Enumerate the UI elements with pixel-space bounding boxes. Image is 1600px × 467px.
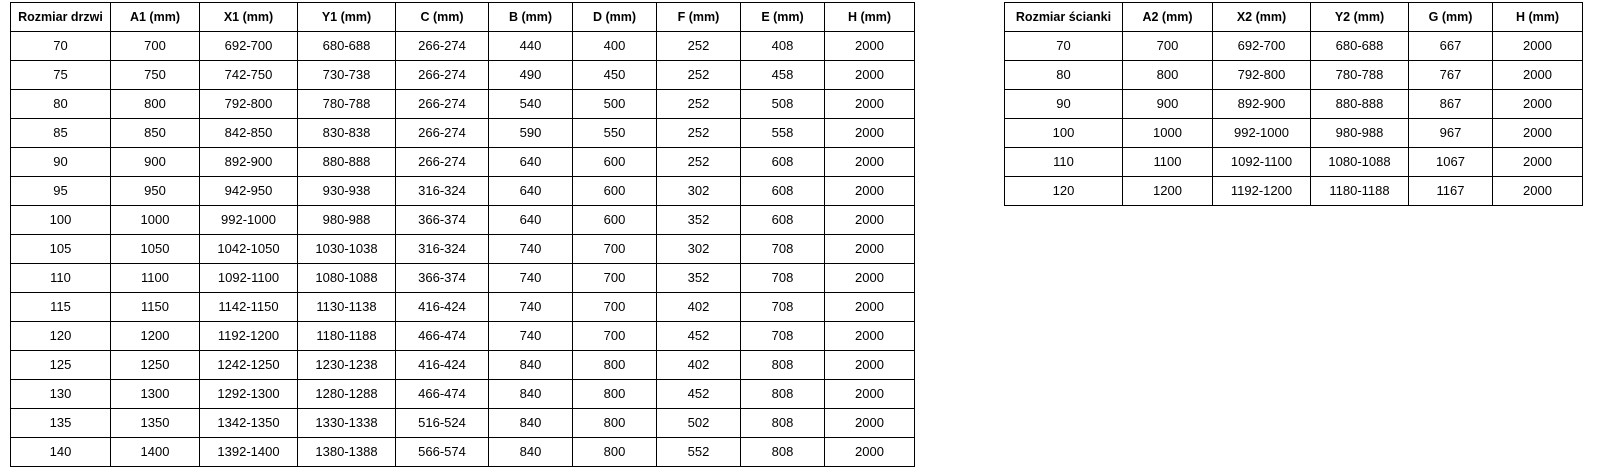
table-row [1005, 61, 1583, 90]
table-cell: 1192-1200 [200, 322, 298, 351]
walls-dimensions-table-container [1004, 2, 1583, 206]
table-cell: 1200 [1123, 177, 1213, 206]
table-row [11, 119, 915, 148]
table-cell: 840 [489, 409, 573, 438]
table-cell: 740 [489, 235, 573, 264]
table-cell: 80 [1005, 61, 1123, 90]
table-cell: 708 [741, 322, 825, 351]
table-cell: 266-274 [396, 90, 489, 119]
table-cell: 767 [1409, 61, 1493, 90]
table-cell: 808 [741, 409, 825, 438]
table-cell: 740 [489, 322, 573, 351]
table-cell: 708 [741, 293, 825, 322]
table-cell: 508 [741, 90, 825, 119]
table-cell: 2000 [825, 32, 915, 61]
table-cell: 2000 [825, 177, 915, 206]
table-cell: 120 [1005, 177, 1123, 206]
column-header-doors-0: Rozmiar drzwi [11, 3, 111, 32]
walls-dimensions-table [1004, 2, 1583, 206]
table-cell: 2000 [1493, 90, 1583, 119]
table-cell: 252 [657, 119, 741, 148]
table-cell: 867 [1409, 90, 1493, 119]
table-cell: 1000 [111, 206, 200, 235]
table-cell: 1080-1088 [1311, 148, 1409, 177]
table-cell: 352 [657, 264, 741, 293]
table-cell: 2000 [825, 119, 915, 148]
table-cell: 110 [1005, 148, 1123, 177]
table-row [11, 235, 915, 264]
table-cell: 892-900 [200, 148, 298, 177]
column-header-walls-2: X2 (mm) [1213, 3, 1311, 32]
table-cell: 830-838 [298, 119, 396, 148]
table-cell: 1192-1200 [1213, 177, 1311, 206]
table-cell: 800 [573, 438, 657, 467]
doors-dimensions-table-container [10, 2, 915, 467]
table-cell: 992-1000 [200, 206, 298, 235]
table-cell: 366-374 [396, 206, 489, 235]
table-cell: 466-474 [396, 380, 489, 409]
table-cell: 2000 [825, 409, 915, 438]
table-cell: 105 [11, 235, 111, 264]
table-cell: 558 [741, 119, 825, 148]
table-row [11, 264, 915, 293]
table-cell: 252 [657, 61, 741, 90]
table-cell: 800 [111, 90, 200, 119]
table-cell: 130 [11, 380, 111, 409]
table-row [11, 32, 915, 61]
table-cell: 266-274 [396, 119, 489, 148]
table-cell: 2000 [825, 61, 915, 90]
table-cell: 1380-1388 [298, 438, 396, 467]
table-cell: 1200 [111, 322, 200, 351]
doors-table-head [11, 3, 915, 32]
column-header-doors-3: Y1 (mm) [298, 3, 396, 32]
column-header-doors-5: B (mm) [489, 3, 573, 32]
table-cell: 1392-1400 [200, 438, 298, 467]
table-cell: 608 [741, 177, 825, 206]
table-cell: 302 [657, 177, 741, 206]
table-cell: 700 [1123, 32, 1213, 61]
table-cell: 490 [489, 61, 573, 90]
column-header-doors-2: X1 (mm) [200, 3, 298, 32]
table-cell: 2000 [1493, 177, 1583, 206]
table-cell: 1180-1188 [298, 322, 396, 351]
table-cell: 1142-1150 [200, 293, 298, 322]
table-cell: 90 [11, 148, 111, 177]
table-cell: 1100 [111, 264, 200, 293]
table-cell: 452 [657, 380, 741, 409]
table-cell: 740 [489, 264, 573, 293]
table-cell: 1050 [111, 235, 200, 264]
table-cell: 2000 [825, 148, 915, 177]
walls-table-body [1005, 32, 1583, 206]
table-cell: 792-800 [1213, 61, 1311, 90]
table-cell: 840 [489, 351, 573, 380]
table-row [11, 206, 915, 235]
table-cell: 2000 [825, 438, 915, 467]
table-cell: 100 [1005, 119, 1123, 148]
table-cell: 90 [1005, 90, 1123, 119]
table-cell: 667 [1409, 32, 1493, 61]
table-cell: 700 [573, 293, 657, 322]
table-cell: 402 [657, 351, 741, 380]
table-cell: 808 [741, 380, 825, 409]
table-cell: 950 [111, 177, 200, 206]
column-header-walls-5: H (mm) [1493, 3, 1583, 32]
table-cell: 1280-1288 [298, 380, 396, 409]
table-cell: 1342-1350 [200, 409, 298, 438]
table-cell: 1042-1050 [200, 235, 298, 264]
table-cell: 800 [1123, 61, 1213, 90]
table-cell: 266-274 [396, 61, 489, 90]
table-cell: 2000 [1493, 148, 1583, 177]
table-cell: 980-988 [1311, 119, 1409, 148]
table-cell: 452 [657, 322, 741, 351]
table-cell: 500 [573, 90, 657, 119]
table-cell: 850 [111, 119, 200, 148]
table-cell: 808 [741, 438, 825, 467]
table-cell: 140 [11, 438, 111, 467]
table-cell: 1067 [1409, 148, 1493, 177]
table-cell: 100 [11, 206, 111, 235]
table-cell: 2000 [825, 293, 915, 322]
column-header-walls-0: Rozmiar ścianki [1005, 3, 1123, 32]
table-cell: 708 [741, 235, 825, 264]
table-cell: 700 [573, 235, 657, 264]
table-cell: 800 [573, 351, 657, 380]
table-cell: 450 [573, 61, 657, 90]
table-cell: 120 [11, 322, 111, 351]
table-cell: 942-950 [200, 177, 298, 206]
doors-table-body [11, 32, 915, 467]
table-row [11, 380, 915, 409]
table-cell: 700 [573, 264, 657, 293]
table-cell: 252 [657, 148, 741, 177]
table-cell: 900 [1123, 90, 1213, 119]
table-cell: 640 [489, 177, 573, 206]
column-header-doors-7: F (mm) [657, 3, 741, 32]
table-cell: 2000 [1493, 32, 1583, 61]
table-cell: 2000 [825, 206, 915, 235]
table-header-row [11, 3, 915, 32]
table-cell: 2000 [825, 264, 915, 293]
table-cell: 408 [741, 32, 825, 61]
table-cell: 115 [11, 293, 111, 322]
table-cell: 730-738 [298, 61, 396, 90]
table-cell: 502 [657, 409, 741, 438]
table-cell: 900 [111, 148, 200, 177]
table-cell: 1292-1300 [200, 380, 298, 409]
table-cell: 1400 [111, 438, 200, 467]
table-row [1005, 148, 1583, 177]
table-cell: 640 [489, 148, 573, 177]
table-cell: 892-900 [1213, 90, 1311, 119]
table-cell: 750 [111, 61, 200, 90]
table-row [11, 351, 915, 380]
table-cell: 1092-1100 [200, 264, 298, 293]
table-cell: 125 [11, 351, 111, 380]
table-cell: 780-788 [298, 90, 396, 119]
table-cell: 566-574 [396, 438, 489, 467]
table-cell: 780-788 [1311, 61, 1409, 90]
table-cell: 692-700 [1213, 32, 1311, 61]
table-cell: 2000 [825, 322, 915, 351]
doors-dimensions-table [10, 2, 915, 467]
table-cell: 1030-1038 [298, 235, 396, 264]
table-cell: 1167 [1409, 177, 1493, 206]
table-cell: 402 [657, 293, 741, 322]
table-cell: 800 [573, 380, 657, 409]
table-cell: 1080-1088 [298, 264, 396, 293]
table-cell: 740 [489, 293, 573, 322]
table-cell: 440 [489, 32, 573, 61]
table-cell: 2000 [825, 235, 915, 264]
column-header-walls-1: A2 (mm) [1123, 3, 1213, 32]
table-cell: 1300 [111, 380, 200, 409]
table-header-row [1005, 3, 1583, 32]
table-cell: 692-700 [200, 32, 298, 61]
table-cell: 680-688 [1311, 32, 1409, 61]
table-row [1005, 90, 1583, 119]
table-cell: 85 [11, 119, 111, 148]
table-cell: 266-274 [396, 148, 489, 177]
table-cell: 252 [657, 90, 741, 119]
table-row [1005, 119, 1583, 148]
table-row [11, 177, 915, 206]
table-cell: 700 [573, 322, 657, 351]
table-cell: 2000 [825, 90, 915, 119]
table-cell: 680-688 [298, 32, 396, 61]
table-cell: 366-374 [396, 264, 489, 293]
table-cell: 980-988 [298, 206, 396, 235]
table-cell: 800 [573, 409, 657, 438]
table-cell: 2000 [1493, 119, 1583, 148]
table-cell: 600 [573, 177, 657, 206]
column-header-doors-6: D (mm) [573, 3, 657, 32]
table-cell: 2000 [825, 351, 915, 380]
table-cell: 608 [741, 206, 825, 235]
table-cell: 600 [573, 206, 657, 235]
table-cell: 266-274 [396, 32, 489, 61]
table-row [11, 90, 915, 119]
table-row [11, 322, 915, 351]
table-cell: 840 [489, 438, 573, 467]
table-cell: 708 [741, 264, 825, 293]
table-cell: 640 [489, 206, 573, 235]
column-header-doors-1: A1 (mm) [111, 3, 200, 32]
table-row [11, 409, 915, 438]
table-cell: 1130-1138 [298, 293, 396, 322]
table-cell: 516-524 [396, 409, 489, 438]
table-cell: 1180-1188 [1311, 177, 1409, 206]
table-cell: 608 [741, 148, 825, 177]
column-header-doors-4: C (mm) [396, 3, 489, 32]
table-cell: 466-474 [396, 322, 489, 351]
column-header-doors-8: E (mm) [741, 3, 825, 32]
table-cell: 1350 [111, 409, 200, 438]
table-cell: 316-324 [396, 177, 489, 206]
table-row [11, 148, 915, 177]
table-cell: 1230-1238 [298, 351, 396, 380]
table-cell: 1330-1338 [298, 409, 396, 438]
table-cell: 400 [573, 32, 657, 61]
table-cell: 742-750 [200, 61, 298, 90]
table-row [11, 61, 915, 90]
column-header-walls-4: G (mm) [1409, 3, 1493, 32]
table-cell: 552 [657, 438, 741, 467]
table-cell: 1250 [111, 351, 200, 380]
table-cell: 967 [1409, 119, 1493, 148]
table-cell: 600 [573, 148, 657, 177]
table-cell: 1092-1100 [1213, 148, 1311, 177]
table-cell: 80 [11, 90, 111, 119]
table-cell: 70 [11, 32, 111, 61]
table-cell: 842-850 [200, 119, 298, 148]
table-cell: 2000 [825, 380, 915, 409]
table-cell: 302 [657, 235, 741, 264]
table-cell: 2000 [1493, 61, 1583, 90]
table-cell: 135 [11, 409, 111, 438]
table-cell: 70 [1005, 32, 1123, 61]
table-cell: 550 [573, 119, 657, 148]
table-cell: 1242-1250 [200, 351, 298, 380]
table-cell: 1000 [1123, 119, 1213, 148]
table-cell: 95 [11, 177, 111, 206]
table-cell: 416-424 [396, 293, 489, 322]
table-cell: 352 [657, 206, 741, 235]
table-row [11, 293, 915, 322]
table-cell: 880-888 [298, 148, 396, 177]
table-cell: 1100 [1123, 148, 1213, 177]
table-cell: 458 [741, 61, 825, 90]
table-cell: 110 [11, 264, 111, 293]
table-cell: 792-800 [200, 90, 298, 119]
table-cell: 416-424 [396, 351, 489, 380]
column-header-doors-9: H (mm) [825, 3, 915, 32]
walls-table-head [1005, 3, 1583, 32]
table-cell: 590 [489, 119, 573, 148]
table-row [11, 438, 915, 467]
table-cell: 252 [657, 32, 741, 61]
column-header-walls-3: Y2 (mm) [1311, 3, 1409, 32]
table-row [1005, 177, 1583, 206]
table-cell: 880-888 [1311, 90, 1409, 119]
table-cell: 930-938 [298, 177, 396, 206]
table-cell: 1150 [111, 293, 200, 322]
table-row [1005, 32, 1583, 61]
table-cell: 700 [111, 32, 200, 61]
table-cell: 808 [741, 351, 825, 380]
table-cell: 992-1000 [1213, 119, 1311, 148]
table-cell: 75 [11, 61, 111, 90]
table-cell: 316-324 [396, 235, 489, 264]
table-cell: 540 [489, 90, 573, 119]
table-cell: 840 [489, 380, 573, 409]
